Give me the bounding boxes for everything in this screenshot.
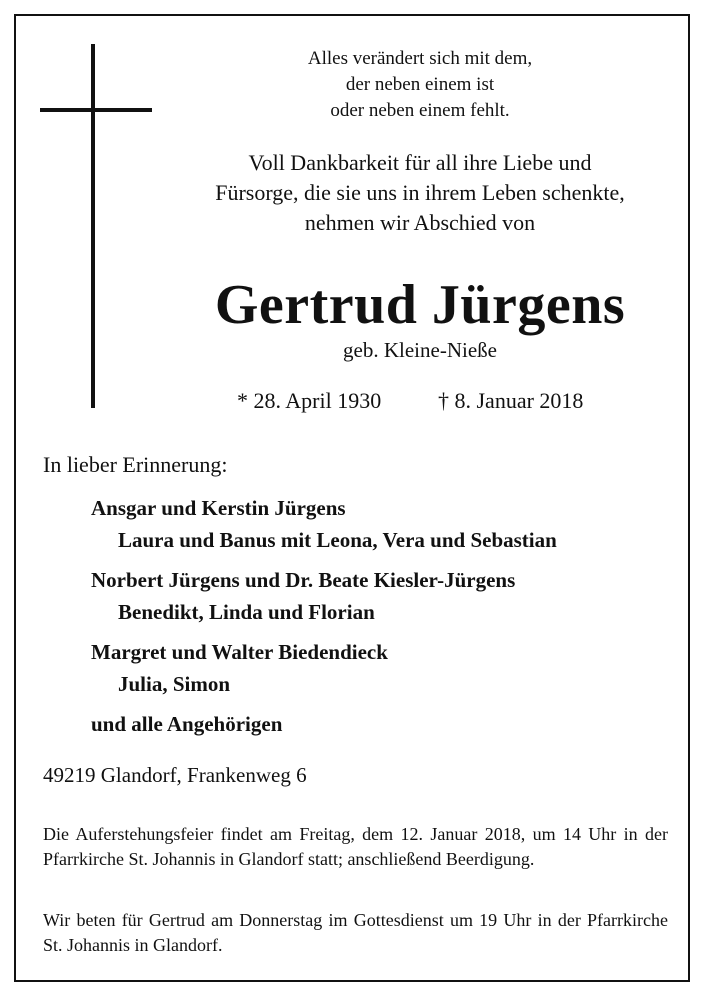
death-date: † 8. Januar 2018 (438, 388, 584, 413)
mourner-primary: Norbert Jürgens und Dr. Beate Kiesler-Jürgens (91, 568, 516, 592)
funeral-notice: Die Auferstehungsfeier findet am Freitag, dem 12. Januar 2018, um 14 Uhr in der Pfarrkirche St. Johannis in Glandorf statt; anschließend Beerdigung. (43, 824, 668, 869)
mourner-secondary: Benedikt, Linda und Florian (118, 600, 375, 624)
mourner-primary: Margret und Walter Biedendieck (91, 640, 388, 664)
mourner-secondary: Laura und Banus mit Leona, Vera und Sebastian (118, 528, 557, 552)
mourner-group (91, 492, 557, 556)
deceased-name: Gertrud Jürgens (214, 274, 626, 336)
memory-label: In lieber Erinnerung: (43, 452, 228, 477)
mourner-group (91, 708, 557, 740)
intro-text (190, 148, 650, 238)
mourner-secondary: Julia, Simon (118, 672, 231, 696)
mourner-primary: Ansgar und Kerstin Jürgens (91, 496, 346, 520)
birth-date: * 28. April 1930 (237, 388, 382, 413)
poem-line: der neben einem ist (345, 74, 495, 95)
mourner-group (91, 636, 557, 700)
mourner-group (91, 564, 557, 628)
cross-icon (91, 44, 95, 408)
poem-line: oder neben einem fehlt. (330, 100, 510, 121)
mourners-list (91, 492, 557, 748)
intro-line: Fürsorge, die sie uns in ihrem Leben schenkte, (215, 180, 625, 205)
poem-line: Alles verändert sich mit dem, (307, 48, 533, 69)
mourner-primary: und alle Angehörigen (91, 712, 283, 736)
address: 49219 Glandorf, Frankenweg 6 (43, 763, 307, 787)
prayer-notice: Wir beten für Gertrud am Donnerstag im Gottesdienst um 19 Uhr in der Pfarrkirche St. Johannis in Glandorf. (43, 910, 668, 955)
poem (200, 46, 640, 124)
cross-icon-bar (40, 108, 152, 112)
maiden-name: geb. Kleine-Nieße (343, 338, 497, 362)
intro-line: Voll Dankbarkeit für all ihre Liebe und (248, 150, 592, 175)
intro-line: nehmen wir Abschied von (304, 210, 536, 235)
